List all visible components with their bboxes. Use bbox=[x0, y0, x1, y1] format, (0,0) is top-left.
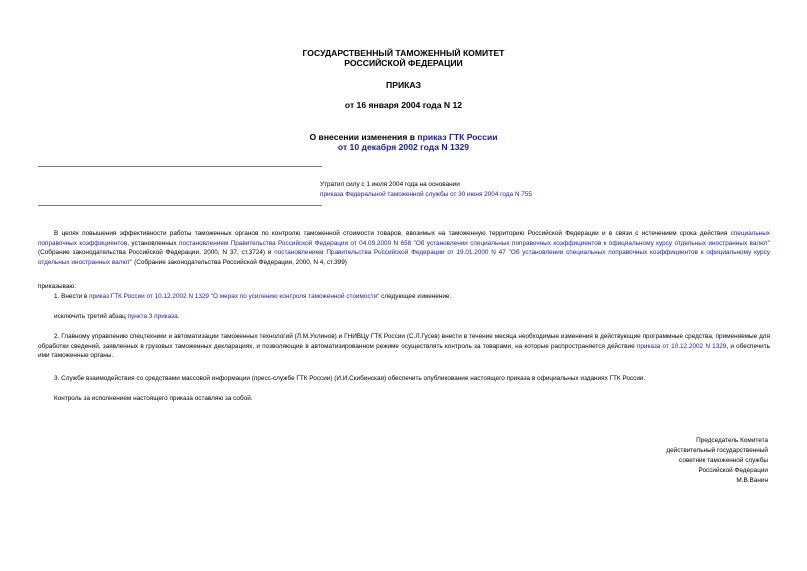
link-order-1329-short[interactable]: приказа от 10.12.2002 N 1329 bbox=[636, 342, 727, 350]
preamble-text-2: , установленных bbox=[127, 239, 179, 247]
status-note-line1: Утратил силу с 1 июля 2004 года на основании bbox=[320, 181, 460, 188]
preamble-text-4: (Собрание законодательства Российской Федерации, 2000, N 4, ст.399) bbox=[132, 258, 347, 266]
status-note-link[interactable]: приказа Федеральной таможенной службы от 30 июня 2004 года N 755 bbox=[320, 191, 532, 198]
doc-type: ПРИКАЗ bbox=[386, 80, 421, 90]
org-name-line2: РОССИЙСКОЙ ФЕДЕРАЦИИ bbox=[344, 58, 463, 68]
doc-date: от 16 января 2004 года N 12 bbox=[344, 100, 463, 110]
link-order-1329[interactable]: приказ ГТК России от 10.12.2002 N 1329 "О мерах по усилению контроля таможенной стоимости" bbox=[89, 293, 380, 300]
doc-title-prefix: О внесении изменения в bbox=[309, 132, 418, 142]
signature-line1: Председатель Комитета bbox=[696, 437, 768, 444]
signature-line4: Российской Федерации bbox=[698, 467, 768, 474]
link-point-3[interactable]: пункта 3 приказа bbox=[127, 313, 178, 320]
item-1-sub-text-1: исключить третий абзац bbox=[54, 313, 128, 320]
link-resolution-47[interactable]: постановлением Правительства Российской Федерации от 19.01.2000 N 47 "Об установлении специальных поправочных коэффициентов к официальному курсу отдельных иностранных валют" bbox=[38, 249, 771, 266]
org-name-line1: ГОСУДАРСТВЕННЫЙ ТАМОЖЕННЫЙ КОМИТЕТ bbox=[302, 48, 505, 58]
control-clause: Контроль за исполнением настоящего приказа оставляю за собой. bbox=[54, 395, 253, 402]
item-3: 3. Службе взаимодействия со средствами массовой информации (пресс-службе ГТК России) (И.И.Скибинская) обеспечить опубликование настоящего приказа в официальных изданиях ГТК России. bbox=[54, 375, 646, 382]
title-link-order[interactable]: приказ ГТК России bbox=[417, 132, 498, 142]
doc-title-line2 bbox=[0, 142, 807, 152]
status-note-line2 bbox=[320, 190, 532, 200]
signature-line2: действительный государственный bbox=[666, 447, 768, 454]
item-2-text-1: 2. Главному управлению спецтехники и автоматизации таможенных технологий (Л.М.Ухлинов) и ГНИВЦу ГТК России (С.Л.Гусев) внести в течение месяца необходимые изменения в действующие программные средства, применяемые для обработки сведений, заявленных в грузовых таможенных декларациях, и позволяющие в автоматизированном режиме осуществлять контроль за товарами, на которые распространяется действие bbox=[38, 333, 770, 350]
item-1-text-1: 1. Внести в bbox=[54, 293, 90, 300]
item-1-sub bbox=[38, 312, 770, 322]
divider-top bbox=[38, 166, 322, 167]
link-special-coefficients[interactable]: специальных поправочных коэффициентов bbox=[38, 230, 770, 247]
preamble-text-1: В целях повышения эффективности работы таможенных органов по контролю таможенной стоимости товаров, ввозимых на таможенную территорию Российской Федерации и в связи с истечением срока действия bbox=[54, 230, 731, 237]
preamble-text-3: (Собрание законодательства Российской Федерации, 2000, N 37, ст.3724) и bbox=[38, 249, 275, 257]
signature-line3: советник таможенной службы bbox=[679, 457, 768, 464]
link-resolution-658[interactable]: постановлением Правительства Российской Федерации от 04.09.2000 N 658 "Об установлении специальных поправочных коэффициентов к официальному курсу отдельных иностранных валют" bbox=[178, 239, 770, 247]
signature-name: М.В.Ванин bbox=[736, 477, 768, 484]
title-link-order-date[interactable]: от 10 декабря 2002 года N 1329 bbox=[337, 142, 470, 152]
item-1-sub-text-2: . bbox=[177, 313, 180, 320]
item-2 bbox=[38, 332, 770, 361]
divider-bottom bbox=[38, 205, 322, 206]
item-1-text-2: следующее изменение: bbox=[379, 293, 452, 300]
item-1 bbox=[38, 292, 770, 302]
doc-title-line1 bbox=[0, 132, 807, 142]
order-word: приказываю: bbox=[38, 283, 76, 290]
preamble-paragraph bbox=[38, 229, 770, 267]
item-2-text-2: , и обеспечить ими таможенные органы. bbox=[38, 342, 770, 360]
